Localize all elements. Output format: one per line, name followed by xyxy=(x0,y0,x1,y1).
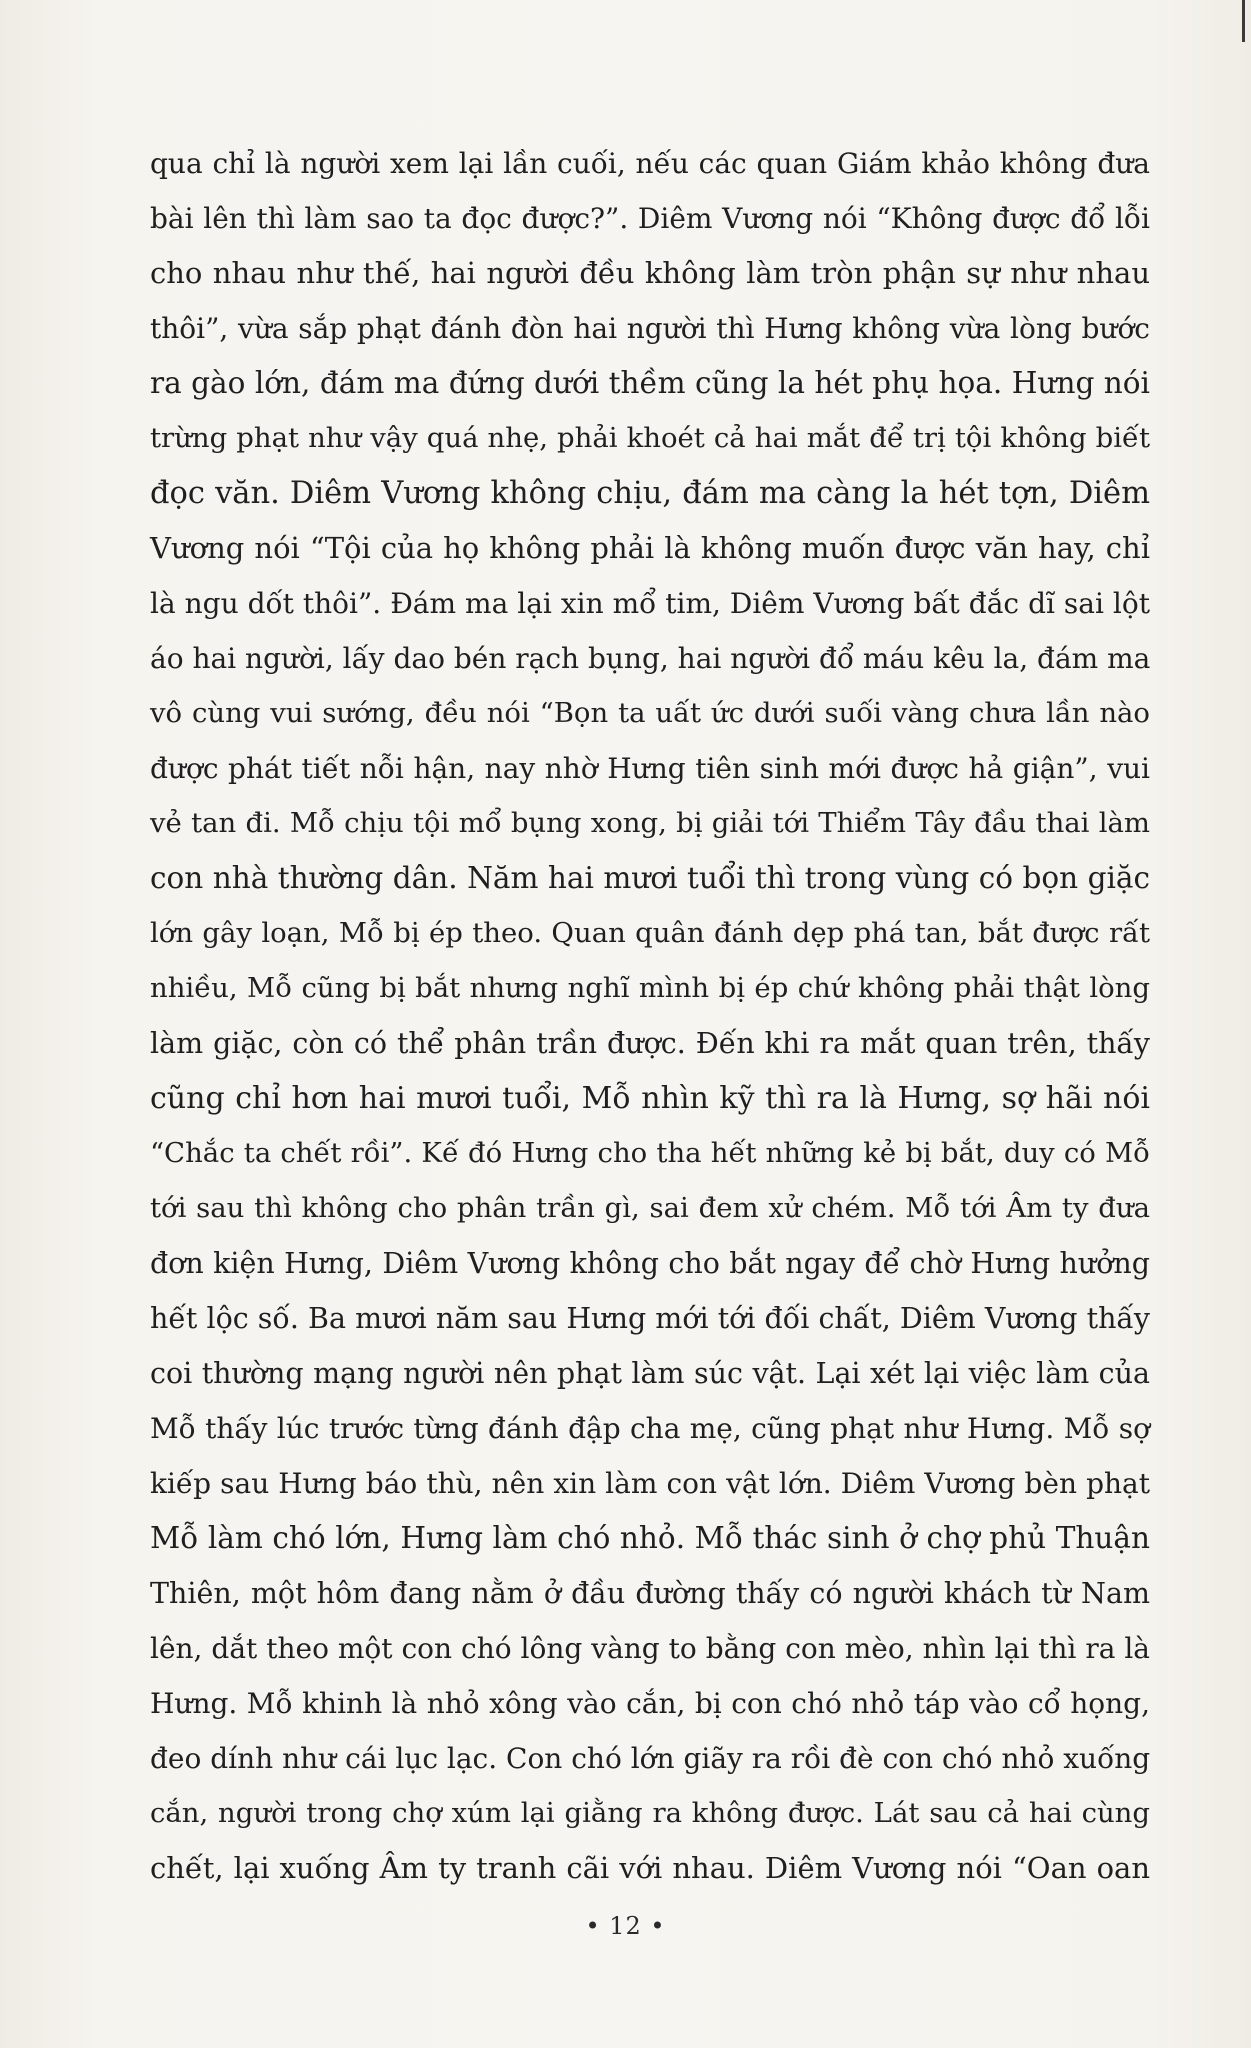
text-line: Mỗ làm chó lớn, Hưng làm chó nhỏ. Mỗ thác sinh ở chợ phủ Thuận xyxy=(150,1521,1150,1555)
text-line: thôi”, vừa sắp phạt đánh đòn hai người thì Hưng không vừa lòng bước xyxy=(150,312,1150,345)
text-line: nhiều, Mỗ cũng bị bắt nhưng nghĩ mình bị ép chứ không phải thật lòng xyxy=(150,972,1150,1004)
text-line: đọc văn. Diêm Vương không chịu, đám ma càng la hét tợn, Diêm xyxy=(150,476,1150,511)
body-text xyxy=(150,136,1150,1896)
text-line: con nhà thường dân. Năm hai mươi tuổi thì trong vùng có bọn giặc xyxy=(150,861,1150,895)
text-line: lớn gây loạn, Mỗ bị ép theo. Quan quân đánh dẹp phá tan, bắt được rất xyxy=(150,917,1150,949)
text-line: cắn, người trong chợ xúm lại giằng ra không được. Lát sau cả hai cùng xyxy=(150,1797,1150,1829)
text-line: vẻ tan đi. Mỗ chịu tội mổ bụng xong, bị giải tới Thiểm Tây đầu thai làm xyxy=(150,807,1150,839)
text-line: Vương nói “Tội của họ không phải là không muốn được văn hay, chỉ xyxy=(150,531,1150,565)
text-line: ra gào lớn, đám ma đứng dưới thềm cũng la hét phụ họa. Hưng nói xyxy=(150,366,1150,400)
text-line: được phát tiết nỗi hận, nay nhờ Hưng tiên sinh mới được hả giận”, vui xyxy=(150,752,1150,785)
text-line: cũng chỉ hơn hai mươi tuổi, Mỗ nhìn kỹ thì ra là Hưng, sợ hãi nói xyxy=(150,1081,1150,1116)
page-number: • 12 • xyxy=(585,1912,666,1940)
text-line: làm giặc, còn có thể phân trần được. Đến khi ra mắt quan trên, thấy xyxy=(150,1027,1150,1060)
text-line: coi thường mạng người nên phạt làm súc vật. Lại xét lại việc làm của xyxy=(150,1357,1150,1390)
text-line: vô cùng vui sướng, đều nói “Bọn ta uất ức dưới suối vàng chưa lần nào xyxy=(150,697,1150,729)
text-line: Thiên, một hôm đang nằm ở đầu đường thấy có người khách từ Nam xyxy=(150,1577,1150,1610)
text-line: trừng phạt như vậy quá nhẹ, phải khoét cả hai mắt để trị tội không biết xyxy=(150,422,1150,454)
page-edge-mark xyxy=(1242,0,1245,42)
text-line: cho nhau như thế, hai người đều không làm tròn phận sự như nhau xyxy=(150,256,1150,290)
text-line: đeo dính như cái lục lạc. Con chó lớn giãy ra rồi đè con chó nhỏ xuống xyxy=(150,1742,1151,1775)
text-line: chết, lại xuống Âm ty tranh cãi với nhau. Diêm Vương nói “Oan oan xyxy=(150,1851,1150,1885)
text-line: tới sau thì không cho phân trần gì, sai đem xử chém. Mỗ tới Âm ty đưa xyxy=(150,1192,1150,1224)
text-line: áo hai người, lấy dao bén rạch bụng, hai người đổ máu kêu la, đám ma xyxy=(150,642,1151,675)
text-line: đơn kiện Hưng, Diêm Vương không cho bắt ngay để chờ Hưng hưởng xyxy=(150,1247,1150,1280)
text-line: bài lên thì làm sao ta đọc được?”. Diêm Vương nói “Không được đổ lỗi xyxy=(150,202,1150,235)
text-line: qua chỉ là người xem lại lần cuối, nếu các quan Giám khảo không đưa xyxy=(150,147,1150,180)
text-line: “Chắc ta chết rồi”. Kế đó Hưng cho tha hết những kẻ bị bắt, duy có Mỗ xyxy=(150,1137,1150,1169)
text-line: kiếp sau Hưng báo thù, nên xin làm con vật lớn. Diêm Vương bèn phạt xyxy=(150,1467,1150,1500)
text-line: hết lộc số. Ba mươi năm sau Hưng mới tới đối chất, Diêm Vương thấy xyxy=(150,1302,1150,1335)
text-line: lên, dắt theo một con chó lông vàng to bằng con mèo, nhìn lại thì ra là xyxy=(150,1632,1150,1665)
text-line: Hưng. Mỗ khinh là nhỏ xông vào cắn, bị con chó nhỏ táp vào cổ họng, xyxy=(150,1687,1150,1720)
text-line: là ngu dốt thôi”. Đám ma lại xin mổ tim, Diêm Vương bất đắc dĩ sai lột xyxy=(150,587,1150,620)
text-line: Mỗ thấy lúc trước từng đánh đập cha mẹ, cũng phạt như Hưng. Mỗ sợ xyxy=(150,1412,1150,1445)
